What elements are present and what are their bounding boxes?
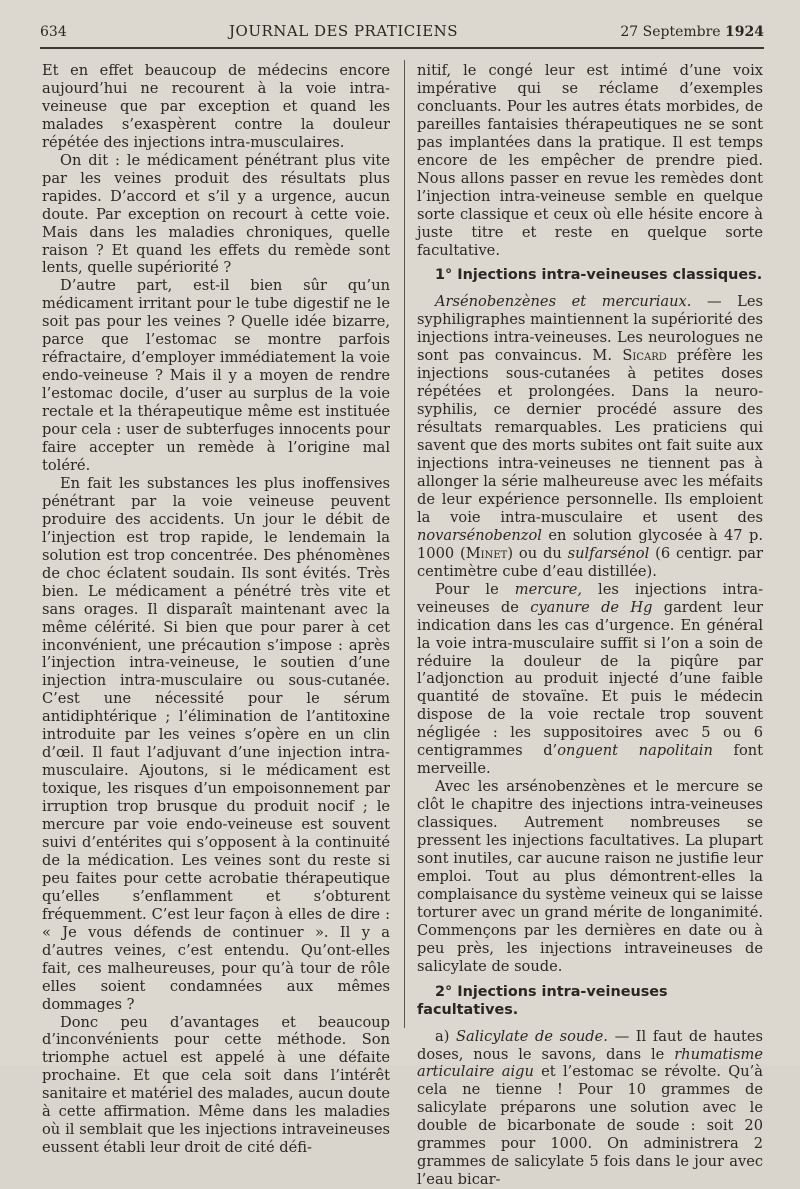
- paragraph: Et en effet beaucoup de médecins encore aujourd’hui ne recourent à la voie intra-veineuse que par exception et quand les malades s’exaspèrent contre la douleur répétée des injections intra-musculaires.: [42, 62, 390, 151]
- paragraph-arsenobenzenes: Arsénobenzènes et mercuriaux. — Les syphiligraphes maintiennent la supériorité des injections intra-veineuses. Les neurologues ne sont pas convaincus. M. Sicard préfère les injections sous-cutanées à petites doses répétées et prolongées. Dans la neuro-syphilis, ce dernier procédé assure des résultats remarquables. Les praticiens qui savent que des morts subites ont fait suite aux injections intra-veineuses ne tiennent pas à allonger la série malheureuse avec les méfaits de leur expérience personnelle. Ils emploient la voie intra-musculaire et usent des novarsénobenzol en solution glycosée à 47 p. 1000 (Minet) ou du sulfarsénol (6 centigr. par centimètre cube d’eau distillée).: [417, 293, 763, 580]
- paragraph: Avec les arsénobenzènes et le mercure se clôt le chapitre des injections intra-veineuses classiques. Autrement nombreuses se pressent les injections facultatives. La plupart sont inutiles, car aucune raison ne justifie leur emploi. Tout au plus démontrent-elles la complaisance du système veineux qui se laisse torturer avec un grand mérite de longanimité. Commençons par les dernières en date ou à peu près, les injections intraveineuses de salicylate de soude.: [417, 778, 763, 975]
- paragraph-mercure: Pour le mercure, les injections intra-veineuses de cyanure de Hg gardent leur indication dans les cas d’urgence. En général la voie intra-musculaire suffit si l’on a soin de réduire la douleur de la piqûre par l’adjonction au produit injecté d’une faible quantité de stovaïne. Et puis le médecin dispose de la voie rectale trop souvent négligée : les suppositoires avec 5 ou 6 centigrammes d’onguent napolitain font merveille.: [417, 580, 764, 778]
- drug-name: novarsénobenzol: [417, 526, 542, 544]
- left-column: [42, 62, 390, 1157]
- header-rule: [40, 47, 764, 49]
- paragraph: Donc peu d’avantages et beaucoup d’inconvénients pour cette méthode. Son triomphe actuel est appelé à une défaite prochaine. Et que cela soit dans l’intérêt sanitaire et matériel des malades, aucun doute à cette affirmation. Même dans les maladies où il semblait que les injections intraveineuses eussent établi leur droit de cité défi-: [42, 1013, 391, 1157]
- page-number: 634: [40, 24, 67, 40]
- drug-name: sulfarsénol: [567, 544, 650, 562]
- issue-date-day-month: 27 Septembre: [620, 24, 726, 40]
- section-heading-classic: 1° Injections intra-veineuses classiques.: [435, 267, 763, 284]
- paragraph: nitif, le congé leur est intimé d’une voix impérative qui se réclame d’exemples concluants. Pour les autres états morbides, de pareilles fantaisies thérapeutiques ne se sont pas implantées dans la pratique. Il est temps encore de les empêcher de prendre pied. Nous allons passer en revue les remèdes dont l’injection intra-veineuse semble en quelque sorte classique et ceux où elle hésite encore à juste titre et reste en quelque sorte facultative.: [417, 62, 763, 259]
- author-name: Minet: [465, 544, 508, 562]
- issue-date-year: 1924: [725, 24, 764, 40]
- subsection-title: Arsénobenzènes et mercuriaux.: [435, 293, 692, 311]
- section-heading-optional: 2° Injections intra-veineuses facultatives.: [417, 983, 668, 1018]
- paragraph: On dit : le médicament pénétrant plus vite par les veines produit des résultats plus rapides. D’accord et s’il y a urgence, aucun doute. Par exception on recourt à cette voie. Mais dans les maladies chroniques, quelle raison ? Et quand les effets du remède sont lents, quelle supériorité ?: [42, 151, 390, 277]
- journal-title: JOURNAL DES PRATICIENS: [229, 22, 459, 40]
- paragraph-salicylate: a) Salicylate de soude. — Il faut de hautes doses, nous le savons, dans le rhumatisme articulaire aigu et l’estomac se révolte. Qu’à cela ne tienne ! Pour 10 grammes de salicylate préparons une solution avec le double de bicarbonate de soude : soit 20 grammes pour 1000. On administrera 2 grammes de salicylate 5 fois dans le jour avec l’eau bicar-: [417, 1027, 763, 1189]
- column-divider: [404, 60, 405, 1028]
- author-name: Sicard: [622, 347, 667, 365]
- right-column: [417, 62, 763, 1189]
- paragraph: D’autre part, est-il bien sûr qu’un médicament irritant pour le tube digestif ne le soit pas pour les veines ? Quelle idée bizarre, parce que l’estomac se montre parfois réfractaire, d’employer immédiatement la voie endo-veineuse ? Mais il y a moyen de rendre l’estomac docile, d’user au surplus de la voie rectale et la thérapeutique même est instituée pour cela : user de subterfuges innocents pour faire accepter un remède à l’origine mal toléré.: [42, 277, 390, 474]
- paragraph: En fait les substances les plus inoffensives pénétrant par la voie veineuse peuvent produire des accidents. Un jour le débit de l’injection est trop rapide, le lendemain la solution est trop concentrée. Des phénomènes de choc éclatent soudain. Ils sont évités. Très bien. Le médicament a pénétré très vite et sans orages. Il disparaît maintenant avec la même célérité. Si bien que pour parer à cet inconvénient, une précaution s’impose : après l’injection intra-veineuse, le soutien d’une injection intra-musculaire ou sous-cutanée. C’est une nécessité pour le sérum antidiphtérique ; l’élimination de l’antitoxine introduite par les veines s’opère en un clin d’œil. Il faut l’adjuvant d’une injection intra-musculaire. Ajoutons, si le médicament est toxique, les risques d’un empoisonnement par irruption trop brusque du produit nocif ; le mercure par voie endo-veineuse est souvent suivi d’entérites qui s’opposent à la continuité de la médication. Les veines sont du reste si peu faites pour cette acrobatie thérapeutique qu’elles s’enflamment et s’obturent fréquemment. C’est leur façon à elles de dire : « Je vous défends de continuer ». Il y a d’autres veines, c’est entendu. Qu’ont-elles fait, ces malheureuses, pour qu’à tour de rôle elles soient condamnées aux mêmes dommages ?: [42, 474, 390, 1013]
- running-header: [40, 22, 764, 44]
- subsection-title: Salicylate de soude.: [456, 1027, 608, 1045]
- issue-date: [620, 24, 764, 40]
